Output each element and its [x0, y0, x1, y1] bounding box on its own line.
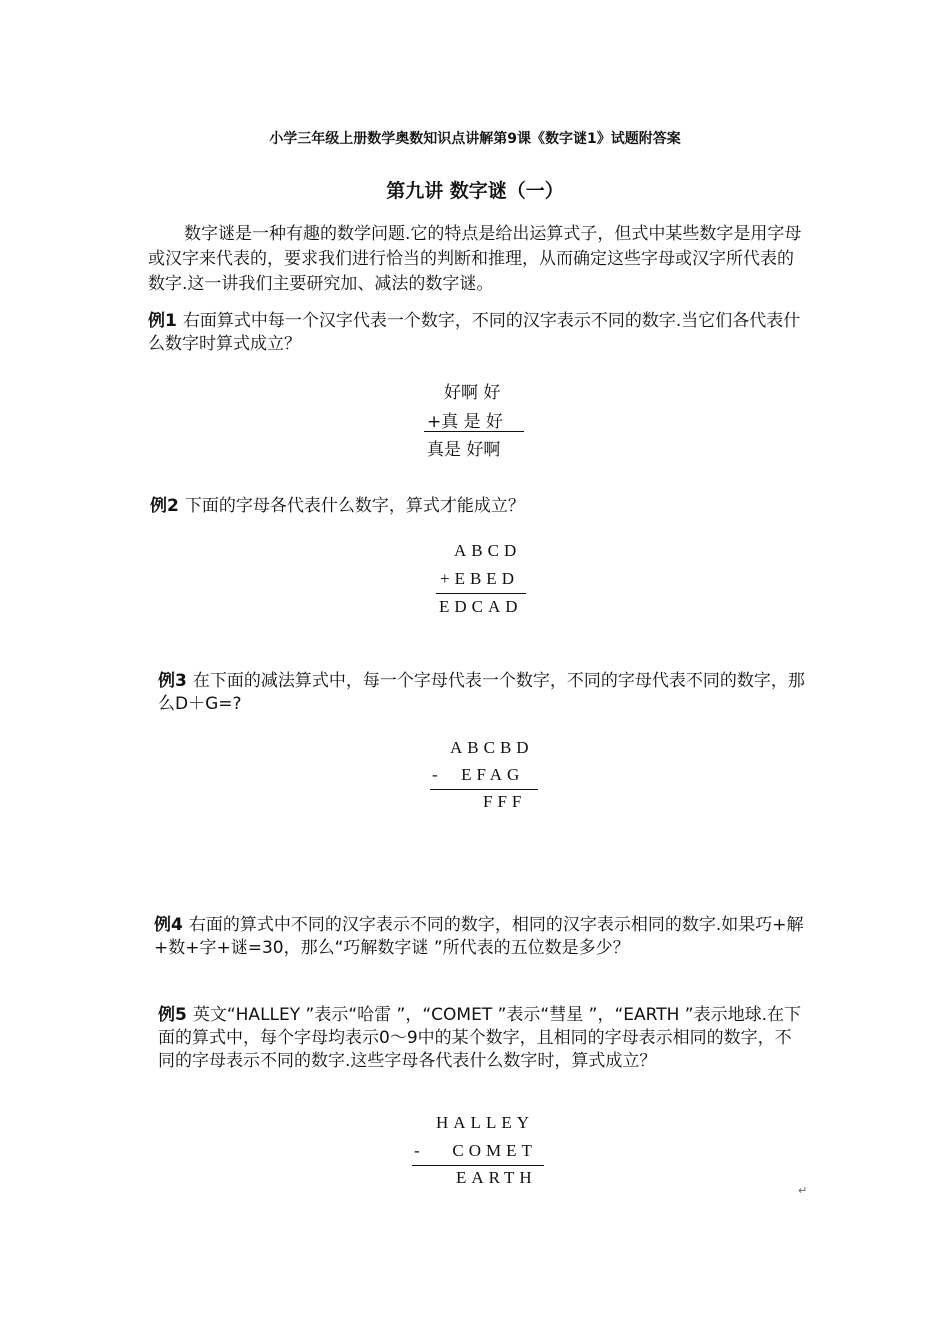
example-4-label: 例4 [154, 915, 183, 935]
example-2-row-1: ABCD [454, 541, 522, 560]
lecture-title: 第九讲 数字谜（一） [386, 180, 564, 202]
page-title: 小学三年级上册数学奥数知识点讲解第9课《数字谜1》试题附答案 [269, 131, 681, 147]
paragraph-mark: ↵ [798, 1184, 808, 1197]
example-3-rule [430, 789, 538, 790]
example-5-row-1: HALLEY [436, 1113, 534, 1132]
example-3-text: 在下面的减法算式中，每一个字母代表一个数字，不同的字母代表不同的数字，那么D＋G=? [158, 671, 805, 714]
example-2-rule [436, 593, 526, 594]
example-1-rule [424, 431, 524, 432]
example-3-row-2: - EFAG [432, 765, 525, 784]
example-3-row-3: FFF [483, 792, 527, 811]
example-2-row-2: +EBED [440, 569, 519, 588]
example-2 [150, 495, 810, 518]
example-5-text: 英文“HALLEY ”表示“哈雷 ”，“COMET ”表示“彗星 ”，“EARTH ”表示地球.在下面的算式中，每个字母均表示0～9中的某个数字，且相同的字母表示相同的数字，不同的字母表示不同的数字.这些字母各代表什么数字时，算式成立？ [158, 1005, 801, 1071]
example-2-label: 例2 [150, 496, 179, 516]
example-2-row-3: EDCAD [439, 597, 523, 616]
example-5-row-2: - COMET [414, 1141, 537, 1160]
intro-paragraph: 数字谜是一种有趣的数学问题.它的特点是给出运算式子，但式中某些数字是用字母或汉字来代表的，要求我们进行恰当的判断和推理，从而确定这些字母或汉字所代表的数字.这一讲我们主要研究加、减法的数字谜。 [148, 224, 802, 294]
example-4-text: 右面的算式中不同的汉字表示不同的数字，相同的汉字表示相同的数字.如果巧+解+数+字+谜=30，那么“巧解数字谜 ”所代表的五位数是多少？ [154, 915, 804, 958]
example-5-row-3: EARTH [456, 1168, 537, 1187]
example-1-row-2: +真 是 好 [427, 412, 504, 432]
example-1-row-1: 好啊 好 [444, 383, 501, 403]
example-1 [148, 310, 808, 356]
example-5-rule [412, 1165, 544, 1166]
example-3-row-1: ABCBD [450, 738, 534, 757]
example-1-row-3: 真是 好啊 [427, 440, 501, 460]
example-2-text: 下面的字母各代表什么数字，算式才能成立？ [184, 496, 525, 516]
example-3-label: 例3 [158, 671, 187, 691]
example-4 [154, 914, 808, 960]
example-3 [158, 670, 808, 716]
example-1-text: 右面算式中每一个汉字代表一个数字，不同的汉字表示不同的数字.当它们各代表什么数字时算式成立？ [148, 311, 801, 354]
example-1-label: 例1 [148, 311, 177, 331]
example-5-label: 例5 [158, 1005, 187, 1025]
example-5 [158, 1004, 808, 1073]
